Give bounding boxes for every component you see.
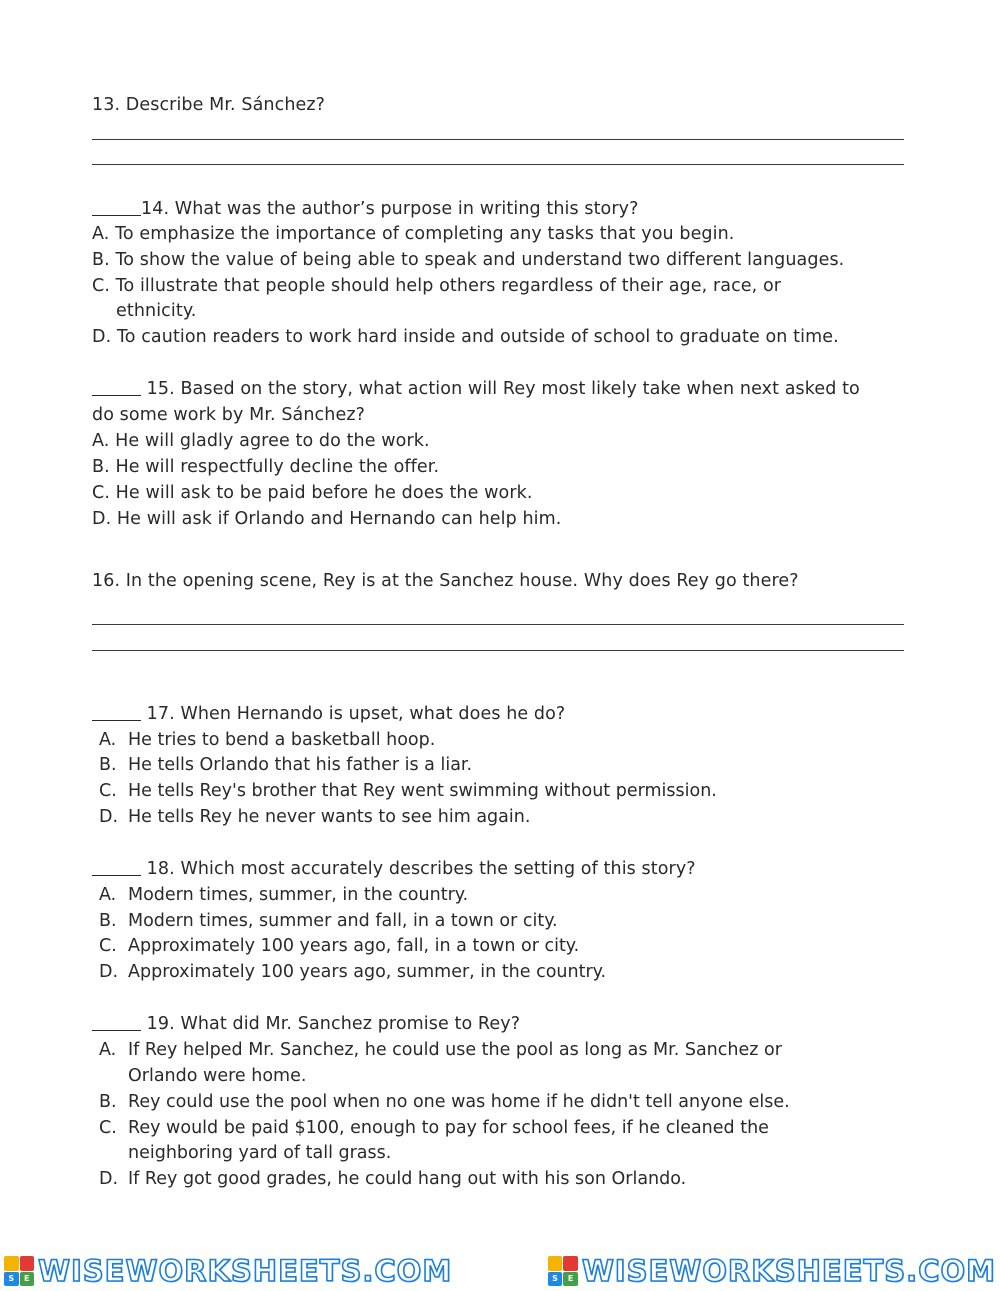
q14-option-c[interactable] xyxy=(92,273,781,299)
q19-prompt: 19. What did Mr. Sanchez promise to Rey? xyxy=(141,1014,521,1034)
option-letter: B. xyxy=(92,250,110,270)
option-letter: D. xyxy=(99,962,119,982)
q15-option-a[interactable] xyxy=(92,428,430,454)
q17-prompt-line xyxy=(92,701,565,727)
q19-option-a[interactable] xyxy=(99,1037,782,1063)
option-text: To illustrate that people should help others regardless of their age, race, or xyxy=(115,276,782,296)
brand-text: WISEWORKSHEETS.COM xyxy=(38,1254,453,1288)
footer-watermark xyxy=(0,1254,1000,1288)
option-text: He will gladly agree to do the work. xyxy=(115,431,430,451)
option-text: He tells Orlando that his father is a liar. xyxy=(128,755,473,775)
option-text: He will ask to be paid before he does the work. xyxy=(115,483,533,503)
q14-answer-blank[interactable] xyxy=(92,198,141,216)
q15-option-d[interactable] xyxy=(92,506,561,532)
q19-option-d[interactable] xyxy=(99,1166,686,1192)
option-letter: A. xyxy=(92,431,110,451)
option-letter: A. xyxy=(99,1040,117,1060)
q19-option-c[interactable] xyxy=(99,1115,769,1141)
option-letter: D. xyxy=(99,1169,119,1189)
option-letter: C. xyxy=(99,781,117,801)
q18-option-a[interactable] xyxy=(99,882,468,908)
option-letter: B. xyxy=(92,457,110,477)
brand-grid-icon: S E xyxy=(4,1256,34,1286)
option-text: He tries to bend a basketball hoop. xyxy=(128,730,436,750)
q14-option-c-continued: ethnicity. xyxy=(116,301,197,321)
option-letter: C. xyxy=(99,1118,117,1138)
option-letter: D. xyxy=(92,327,112,347)
option-text: Modern times, summer, in the country. xyxy=(128,885,469,905)
q19-option-b[interactable] xyxy=(99,1089,790,1115)
option-text: Rey could use the pool when no one was home if he didn't tell anyone else. xyxy=(128,1092,790,1112)
option-letter: B. xyxy=(99,1092,117,1112)
q14-option-a[interactable] xyxy=(92,221,734,247)
q19-answer-blank[interactable] xyxy=(92,1013,141,1031)
option-text: He tells Rey's brother that Rey went swimming without permission. xyxy=(128,781,717,801)
option-text: Approximately 100 years ago, summer, in the country. xyxy=(128,962,607,982)
option-letter: A. xyxy=(99,885,117,905)
q15-prompt-continued: do some work by Mr. Sánchez? xyxy=(92,405,366,425)
option-letter: D. xyxy=(92,509,112,529)
brand-logo-right xyxy=(548,1254,996,1288)
q19-option-c-continued: neighboring yard of tall grass. xyxy=(128,1143,392,1163)
option-text: To caution readers to work hard inside and outside of school to graduate on time. xyxy=(116,327,839,347)
q16-answer-line-2[interactable] xyxy=(92,650,904,651)
option-letter: B. xyxy=(99,755,117,775)
q17-option-a[interactable] xyxy=(99,727,435,753)
option-letter: A. xyxy=(92,224,110,244)
option-text: He tells Rey he never wants to see him again. xyxy=(128,807,531,827)
q15-option-b[interactable] xyxy=(92,454,439,480)
brand-grid-icon: S E xyxy=(548,1256,578,1286)
q13-answer-line-2[interactable] xyxy=(92,164,904,165)
q17-option-c[interactable] xyxy=(99,778,717,804)
q18-answer-blank[interactable] xyxy=(92,858,141,876)
brand-logo-left xyxy=(4,1254,452,1288)
q15-prompt-line xyxy=(92,376,860,402)
q19-prompt-line xyxy=(92,1011,520,1037)
q13-prompt: 13. Describe Mr. Sánchez? xyxy=(92,95,326,115)
q15-prompt: 15. Based on the story, what action will Rey most likely take when next asked to xyxy=(141,379,860,399)
option-letter: A. xyxy=(99,730,117,750)
option-text: Modern times, summer and fall, in a town or city. xyxy=(128,911,558,931)
q15-option-c[interactable] xyxy=(92,480,533,506)
q16-prompt: 16. In the opening scene, Rey is at the Sanchez house. Why does Rey go there? xyxy=(92,571,799,591)
option-text: If Rey helped Mr. Sanchez, he could use the pool as long as Mr. Sanchez or xyxy=(128,1040,782,1060)
q13-answer-line-1[interactable] xyxy=(92,139,904,140)
option-letter: D. xyxy=(99,807,119,827)
q16-answer-line-1[interactable] xyxy=(92,624,904,625)
q17-answer-blank[interactable] xyxy=(92,703,141,721)
q18-option-c[interactable] xyxy=(99,933,579,959)
q14-option-d[interactable] xyxy=(92,324,839,350)
q18-prompt: 18. Which most accurately describes the setting of this story? xyxy=(141,859,696,879)
q15-answer-blank[interactable] xyxy=(92,378,141,396)
option-letter: B. xyxy=(99,911,117,931)
q14-option-b[interactable] xyxy=(92,247,844,273)
q18-option-d[interactable] xyxy=(99,959,606,985)
q17-option-b[interactable] xyxy=(99,752,472,778)
option-text: Approximately 100 years ago, fall, in a town or city. xyxy=(128,936,580,956)
brand-text: WISEWORKSHEETS.COM xyxy=(581,1254,996,1288)
q17-option-d[interactable] xyxy=(99,804,530,830)
option-text: Rey would be paid $100, enough to pay for school fees, if he cleaned the xyxy=(128,1118,769,1138)
option-text: He will ask if Orlando and Hernando can help him. xyxy=(116,509,562,529)
q17-prompt: 17. When Hernando is upset, what does he do? xyxy=(141,704,566,724)
option-text: He will respectfully decline the offer. xyxy=(115,457,440,477)
q19-option-a-continued: Orlando were home. xyxy=(128,1066,307,1086)
option-text: If Rey got good grades, he could hang out with his son Orlando. xyxy=(128,1169,687,1189)
option-letter: C. xyxy=(92,276,110,296)
q14-prompt-line xyxy=(92,196,639,222)
q18-option-b[interactable] xyxy=(99,908,558,934)
option-letter: C. xyxy=(99,936,117,956)
option-text: To show the value of being able to speak and understand two different languages. xyxy=(115,250,845,270)
q18-prompt-line xyxy=(92,856,696,882)
option-text: To emphasize the importance of completing any tasks that you begin. xyxy=(115,224,735,244)
option-letter: C. xyxy=(92,483,110,503)
q14-prompt: 14. What was the author’s purpose in writing this story? xyxy=(141,199,639,219)
